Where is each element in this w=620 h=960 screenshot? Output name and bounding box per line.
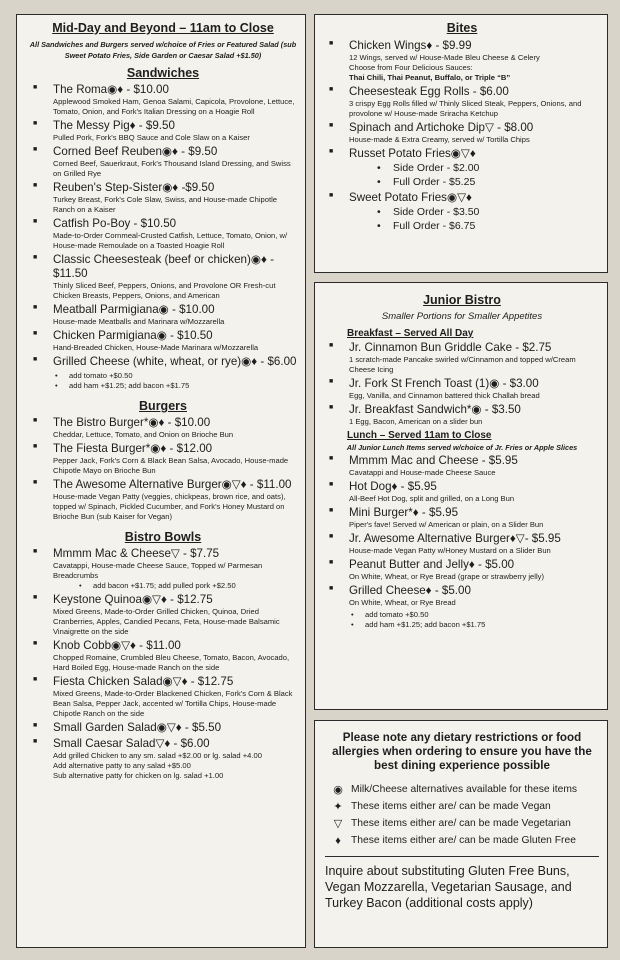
menu-item: [325, 85, 599, 119]
legend-symbol-icon: ♦: [335, 835, 341, 847]
mid-day-panel: [16, 14, 306, 948]
menu-item: [29, 145, 297, 179]
menu-item-name: ■ Peanut Butter and Jelly♦ - $5.00: [349, 558, 515, 571]
legend-row: [325, 834, 599, 848]
menu-item-description: On White, Wheat, or Rye Bread: [349, 598, 456, 607]
menu-item: [29, 675, 297, 719]
menu-item-description: Pepper Jack, Fork's Corn & Black Bean Salsa, Avocado, House-made Chipotle Mayo on Brioche Bun: [53, 456, 289, 475]
menu-item-description: Corned Beef, Sauerkraut, Fork's Thousand Island Dressing, and Swiss on Grilled Rye: [53, 159, 291, 178]
mid-day-title: Mid-Day and Beyond – 11am to Close: [52, 21, 274, 35]
legend-row: [325, 800, 599, 814]
dietary-notes-panel: [314, 720, 608, 948]
option-list: [349, 205, 599, 233]
menu-item: [29, 253, 297, 301]
menu-item: [325, 454, 599, 478]
menu-item-name: ■ Keystone Quinoa◉▽♦ - $12.75: [53, 593, 213, 606]
bites-list: [325, 39, 599, 233]
menu-item-name: ■ The Roma◉♦ - $10.00: [53, 83, 169, 96]
menu-item: [325, 191, 599, 233]
menu-item: [29, 181, 297, 215]
legend-text: These items either are/ can be made Gluten Free: [351, 835, 576, 846]
bowls-heading: Bistro Bowls: [124, 530, 202, 544]
menu-item-description: Applewood Smoked Ham, Genoa Salami, Capicola, Provolone, Lettuce, Tomato, Onion, and Fork's Italian Dressing on a Hoagie Roll: [53, 97, 295, 116]
legend-row: [325, 817, 599, 831]
menu-item: [29, 593, 297, 637]
menu-item-name: ■ Small Garden Salad◉▽♦ - $5.50: [53, 721, 222, 734]
menu-item-description: 1 Egg, Bacon, American on a slider bun: [349, 417, 483, 426]
legend-text: Milk/Cheese alternatives available for these items: [351, 784, 578, 795]
option-item: • Full Order - $5.25: [375, 175, 599, 189]
menu-item-name: ■ Fiesta Chicken Salad◉▽♦ - $12.75: [53, 675, 234, 688]
menu-item: [29, 639, 297, 673]
menu-item: [325, 558, 599, 582]
menu-item-name: ■ Jr. Cinnamon Bun Griddle Cake - $2.75: [349, 341, 552, 354]
menu-item: [29, 355, 297, 369]
menu-item-name: ■ Mini Burger*♦ - $5.95: [349, 506, 459, 519]
legend-text: These items either are/ can be made Vegetarian: [351, 818, 571, 829]
addon-item: • add bacon +$1.75; add pulled pork +$2.50: [79, 581, 297, 591]
menu-item: [325, 506, 599, 530]
menu-item-name: ■ Cheesesteak Egg Rolls - $6.00: [349, 85, 509, 98]
jr-grilled-cheese-addons: [325, 610, 599, 630]
menu-item-description: Egg, Vanilla, and Cinnamon battered thick Challah bread: [349, 391, 540, 400]
menu-item-name: ■ Grilled Cheese♦ - $5.00: [349, 584, 471, 597]
menu-item-name: ■ Catfish Po-Boy - $10.50: [53, 217, 177, 230]
menu-item: [29, 737, 297, 781]
menu-item-name: ■ Small Caesar Salad▽♦ - $6.00: [53, 737, 210, 750]
menu-item-name: ■ The Fiesta Burger*◉♦ - $12.00: [53, 442, 213, 455]
lunch-list: [325, 454, 599, 608]
menu-item-description: 12 Wings, served w/ House-Made Bleu Cheese & Celery Choose from Four Delicious Sauces:: [349, 53, 540, 72]
menu-item-name: ■ Corned Beef Reuben◉♦ - $9.50: [53, 145, 218, 158]
addon-item: • add tomato +$0.50: [55, 371, 297, 381]
junior-subtitle: Smaller Portions for Smaller Appetites: [381, 311, 543, 322]
mac-addons: [53, 581, 297, 591]
menu-item-description: Pulled Pork, Fork's BBQ Sauce and Cole Slaw on a Kaiser: [53, 133, 250, 142]
menu-item-description: Chopped Romaine, Crumbled Bleu Cheese, Tomato, Bacon, Avocado, Hard Boiled Egg, House-made Ranch on the side: [53, 653, 290, 672]
menu-item: [325, 532, 599, 556]
option-item: • Side Order - $3.50: [375, 205, 599, 219]
menu-item: [325, 403, 599, 427]
sandwich-burger-note: All Sandwiches and Burgers served w/choice of Fries or Featured Salad (sub Sweet Potato Fries, Side Garden or Caesar Salad +$1.50): [29, 40, 297, 60]
symbol-legend: [325, 783, 599, 848]
menu-item: [325, 377, 599, 401]
option-list: [349, 161, 599, 189]
menu-item: [29, 478, 297, 522]
menu-item-name: ■ Classic Cheesesteak (beef or chicken)◉♦ - $11.50: [53, 253, 274, 280]
menu-item-name: ■ Jr. Fork St French Toast (1)◉ - $3.00: [349, 377, 539, 390]
menu-item-description: Mixed Greens, Made-to-Order Blackened Chicken, Fork's Corn & Black Bean Salsa, Pepper Jack, accented w/ Tortilla Chips, House-made Chipotle Ranch on the side: [53, 689, 293, 718]
sandwiches-heading: Sandwiches: [126, 66, 200, 80]
legend-symbol-icon: ▽: [333, 818, 343, 830]
menu-item-description: Turkey Breast, Fork's Cole Slaw, Swiss, and House-made Chipotle Ranch on a Kaiser: [53, 195, 278, 214]
menu-item-description: Thinly Sliced Beef, Peppers, Onions, and Provolone OR Fresh-cut Chicken Breasts, Peppers, Onions, and American: [53, 281, 276, 300]
burgers-heading: Burgers: [139, 399, 187, 413]
menu-item-name: ■ Sweet Potato Fries◉▽♦: [349, 191, 472, 204]
sandwich-list: [29, 83, 297, 369]
divider: [325, 856, 599, 857]
menu-item-description: Made-to-Order Cornmeal-Crusted Catfish, Lettuce, Tomato, Onion, w/ House-made Remoulade on a Toasted Hoagie Roll: [53, 231, 288, 250]
menu-item-name: ■ Spinach and Artichoke Dip▽ - $8.00: [349, 121, 534, 134]
menu-item: [29, 303, 297, 327]
menu-item-description: Piper's fave! Served w/ American or plain, on a Slider Bun: [349, 520, 544, 529]
menu-item: [325, 480, 599, 504]
menu-item: [29, 547, 297, 591]
lunch-note: All Junior Lunch Items served w/choice of Jr. Fries or Apple Slices: [346, 443, 578, 452]
menu-item: [325, 39, 599, 83]
breakfast-heading: Breakfast – Served All Day: [347, 328, 474, 339]
menu-item-name: ■ Meatball Parmigiana◉ - $10.00: [53, 303, 215, 316]
menu-item: [29, 721, 297, 735]
menu-item-name: ■ Mmmm Mac and Cheese - $5.95: [349, 454, 518, 467]
legend-text: These items either are/ can be made Vegan: [351, 801, 551, 812]
bites-title: Bites: [446, 21, 478, 35]
grilled-cheese-addons: [29, 371, 297, 391]
menu-item-description: Cheddar, Lettuce, Tomato, and Onion on Brioche Bun: [53, 430, 234, 439]
menu-item-description: 1 scratch-made Pancake swirled w/Cinnamon and topped w/Cream Cheese Icing: [349, 355, 576, 374]
menu-item: [29, 416, 297, 440]
menu-item: [325, 584, 599, 608]
menu-item-description: 3 crispy Egg Rolls filled w/ Thinly Sliced Steak, Peppers, Onions, and provolone w/ House-made Sriracha Ketchup: [349, 99, 582, 118]
menu-item: [325, 147, 599, 189]
menu-item-description: House-made & Extra Creamy, served w/ Tortilla Chips: [349, 135, 530, 144]
menu-item: [29, 442, 297, 476]
bowl-list: [29, 547, 297, 781]
menu-item-name: ■ Russet Potato Fries◉▽♦: [349, 147, 476, 160]
lunch-heading: Lunch – Served 11am to Close: [347, 430, 492, 441]
breakfast-list: [325, 341, 599, 427]
menu-item-description: Mixed Greens, Made-to-Order Grilled Chicken, Quinoa, Dried Cranberries, Apples, Candied Pecans, Feta, House-made Balsamic Vinaigrette on the side: [53, 607, 280, 636]
addon-item: • add tomato +$0.50: [351, 610, 599, 620]
menu-item-name: ■ Chicken Wings♦ - $9.99: [349, 39, 472, 52]
menu-item-description: Cavatappi, House-made Cheese Sauce, Topped w/ Parmesan Breadcrumbs: [53, 561, 263, 580]
menu-item-description: Cavatappi and House-made Cheese Sauce: [349, 468, 496, 477]
menu-item-description: House-made Meatballs and Marinara w/Mozzarella: [53, 317, 225, 326]
menu-item: [29, 83, 297, 117]
menu-item-name: ■ Grilled Cheese (white, wheat, or rye)◉♦ - $6.00: [53, 355, 297, 368]
menu-item-name: ■ Chicken Parmigiana◉ - $10.50: [53, 329, 213, 342]
menu-item-name: ■ Hot Dog♦ - $5.95: [349, 480, 437, 493]
menu-item-name: ■ Knob Cobb◉▽♦ - $11.00: [53, 639, 181, 652]
junior-title: Junior Bistro: [423, 293, 501, 307]
menu-item-name: ■ The Bistro Burger*◉♦ - $10.00: [53, 416, 211, 429]
menu-item-description: Add grilled Chicken to any sm. salad +$2.00 or lg. salad +4.00 Add alternative patty to any salad +$5.00 Sub alternative patty for chicken on lg. salad +1.00: [53, 751, 262, 780]
menu-item: [29, 217, 297, 251]
menu-item-description: House-made Vegan Patty w/Honey Mustard on a Slider Bun: [349, 546, 551, 555]
bites-panel: [314, 14, 608, 273]
menu-item-description: House-made Vegan Patty (veggies, chickpeas, brown rice, and oats), topped w/ Spinach, Pickled Cucumber, and Fork's Honey Mustard on Brioche Bun (sub Kaiser for Vegan): [53, 492, 286, 521]
menu-item-sauces: Thai Chili, Thai Peanut, Buffalo, or Triple “B”: [349, 73, 511, 82]
menu-item-description: On White, Wheat, or Rye Bread (grape or strawberry jelly): [349, 572, 544, 581]
addon-item: • add ham +$1.25; add bacon +$1.75: [55, 381, 297, 391]
menu-item-description: Hand-Breaded Chicken, House-Made Marinara w/Mozzarella: [53, 343, 259, 352]
menu-item: [29, 329, 297, 353]
dietary-notice: Please note any dietary restrictions or food allergies when ordering to ensure you have the best dining experience possible: [332, 731, 592, 772]
menu-item: [325, 341, 599, 375]
menu-item: [325, 121, 599, 145]
junior-panel: [314, 282, 608, 710]
menu-item: [29, 119, 297, 143]
menu-item-name: ■ Reuben's Step-Sister◉♦ -$9.50: [53, 181, 215, 194]
legend-symbol-icon: ✦: [333, 801, 343, 813]
menu-item-name: ■ The Messy Pig♦ - $9.50: [53, 119, 175, 132]
addon-item: • add ham +$1.25; add bacon +$1.75: [351, 620, 599, 630]
menu-item-description: All-Beef Hot Dog, split and grilled, on a Long Bun: [349, 494, 515, 503]
substitution-note: Inquire about substituting Gluten Free Buns, Vegan Mozzarella, Vegetarian Sausage, and Turkey Bacon (additional costs apply): [325, 864, 572, 910]
menu-item-name: ■ Jr. Breakfast Sandwich*◉ - $3.50: [349, 403, 521, 416]
menu-item-name: ■ The Awesome Alternative Burger◉▽♦ - $11.00: [53, 478, 292, 491]
legend-row: [325, 783, 599, 797]
option-item: • Full Order - $6.75: [375, 219, 599, 233]
burger-list: [29, 416, 297, 522]
legend-symbol-icon: ◉: [333, 784, 343, 796]
option-item: • Side Order - $2.00: [375, 161, 599, 175]
menu-item-name: ■ Jr. Awesome Alternative Burger♦▽- $5.95: [349, 532, 561, 545]
menu-item-name: ■ Mmmm Mac & Cheese▽ - $7.75: [53, 547, 220, 560]
